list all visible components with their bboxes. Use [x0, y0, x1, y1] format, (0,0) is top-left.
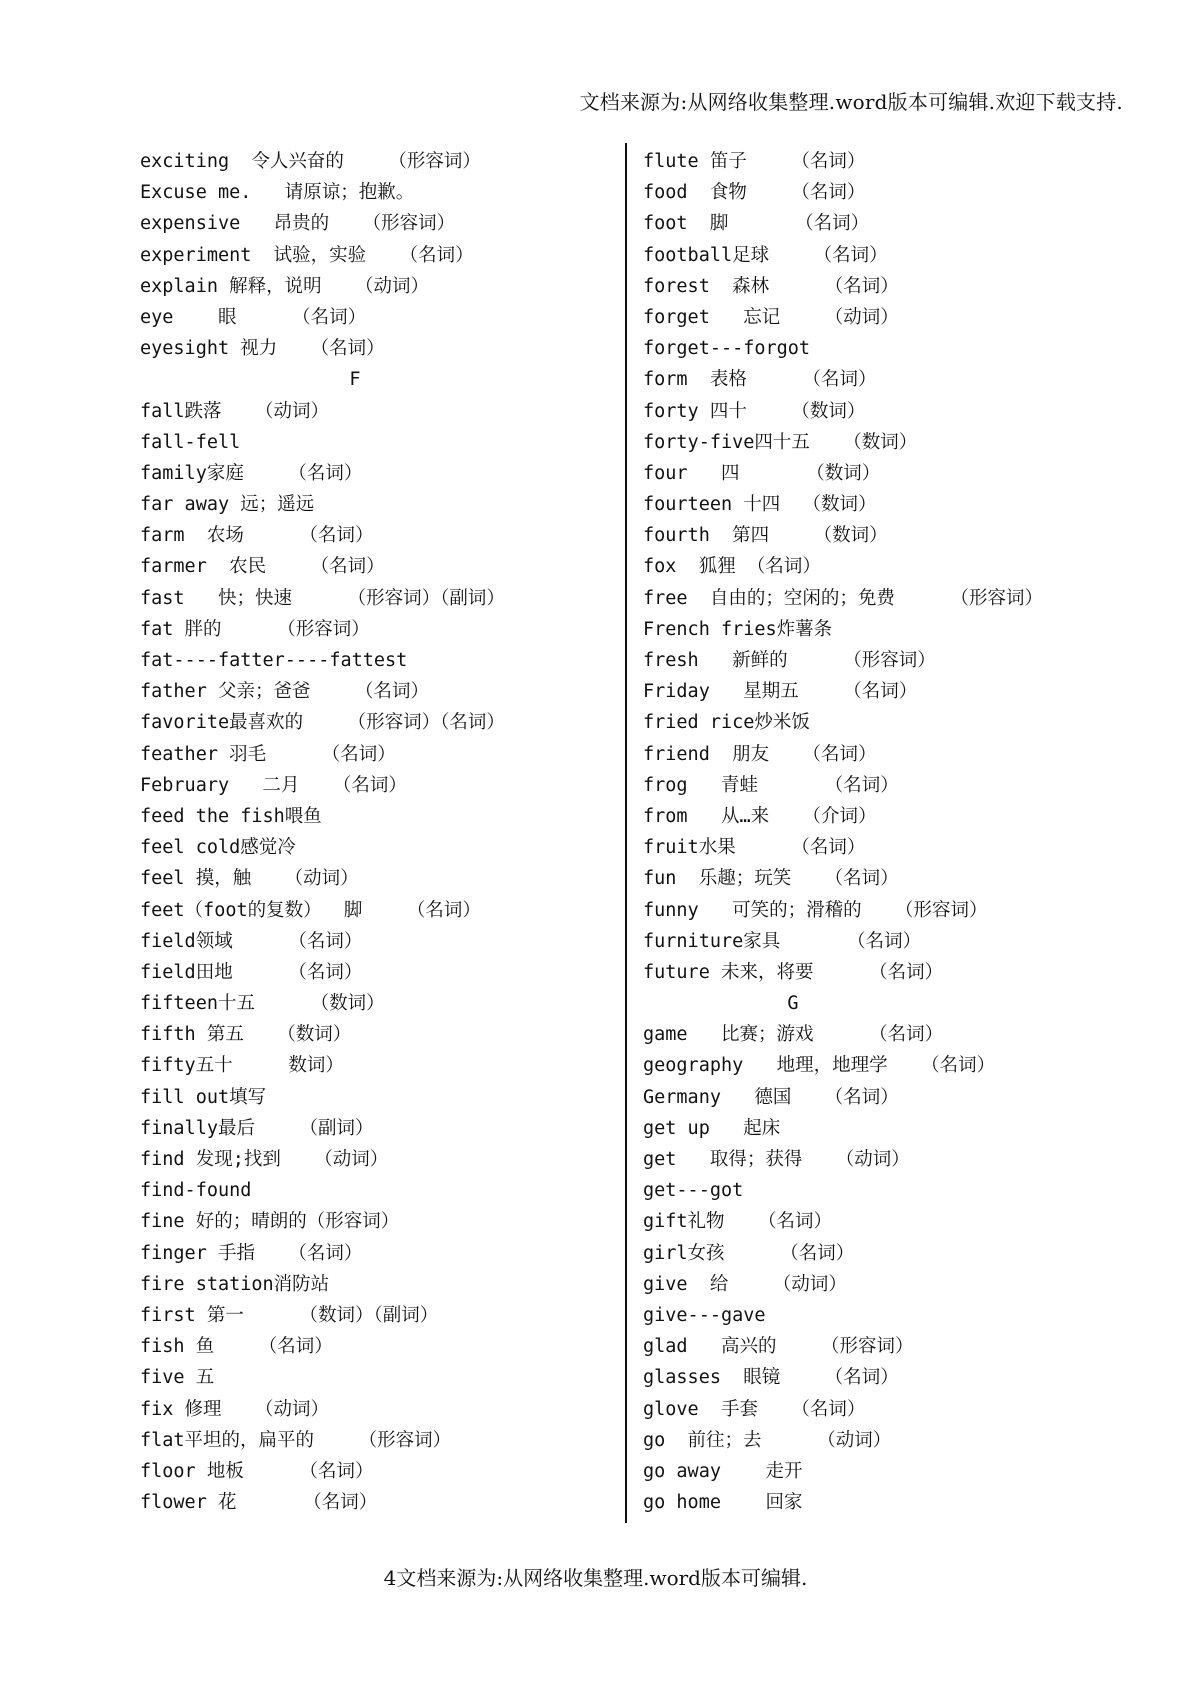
vocab-entry: February 二月 （名词） [140, 774, 407, 796]
vocab-entry: get up 起床 [643, 1117, 781, 1139]
vocab-entry: favorite最喜欢的 （形容词）（名词） [140, 712, 505, 734]
vocab-entry: first 第一 （数词）（副词） [140, 1304, 439, 1326]
vocab-entry: glad 高兴的 （形容词） [643, 1336, 914, 1358]
vocab-entry: go away 走开 [643, 1460, 803, 1482]
vocab-entry: forty 四十 （数词） [643, 400, 866, 422]
vocab-entry: forest 森林 （名词） [643, 275, 899, 297]
vocab-entry: floor 地板 （名词） [140, 1460, 374, 1482]
vocab-entry: fall跌落 （动词） [140, 400, 329, 422]
vocab-entry: five 五 [140, 1367, 215, 1389]
vocab-entry: eye 眼 （名词） [140, 306, 367, 328]
vocab-entry: go home 回家 [643, 1492, 803, 1514]
right-vocab-column [643, 146, 1143, 1518]
vocab-entry: fourth 第四 （数词） [643, 525, 888, 547]
vocab-entry: get---got [643, 1180, 744, 1202]
page-footer: 4文档来源为:从网络收集整理.word版本可编辑. [383, 1566, 808, 1590]
vocab-entry: feed the fish喂鱼 [140, 805, 322, 827]
vocab-entry: fat 胖的 （形容词） [140, 618, 370, 640]
vocab-entry: go 前往；去 （动词） [643, 1429, 892, 1451]
vocab-entry: geography 地理，地理学 （名词） [643, 1055, 996, 1077]
vocab-entry: game 比赛；游戏 （名词） [643, 1024, 944, 1046]
vocab-entry: frog 青蛙 （名词） [643, 774, 899, 796]
vocab-entry: finally最后 （副词） [140, 1117, 374, 1139]
vocab-entry: fine 好的；晴朗的（形容词） [140, 1211, 400, 1233]
vocab-entry: from 从…来 （介词） [643, 805, 877, 827]
vocab-entry: flower 花 （名词） [140, 1492, 378, 1514]
vocab-entry: field领域 （名词） [140, 930, 363, 952]
vocab-entry: expensive 昂贵的 （形容词） [140, 213, 456, 235]
vocab-entry: fall-fell [140, 431, 241, 453]
vocab-entry: father 父亲；爸爸 （名词） [140, 681, 430, 703]
letter-heading: F [349, 369, 361, 391]
vocab-entry: explain 解释，说明 （动词） [140, 275, 430, 297]
vocab-entry: flute 笛子 （名词） [643, 151, 866, 172]
vocab-entry: forget---forgot [643, 338, 811, 360]
vocab-entry: glasses 眼镜 （名词） [643, 1367, 899, 1389]
vocab-entry: fifth 第五 （数词） [140, 1024, 352, 1046]
vocab-entry: Germany 德国 （名词） [643, 1086, 899, 1108]
vocab-entry: exciting 令人兴奋的 （形容词） [140, 151, 481, 172]
vocab-entry: forget 忘记 （动词） [643, 306, 899, 328]
vocab-entry: finger 手指 （名词） [140, 1242, 363, 1264]
vocab-entry: football足球 （名词） [643, 244, 888, 266]
vocab-entry: gift礼物 （名词） [643, 1211, 832, 1233]
column-divider [625, 143, 627, 1523]
letter-heading: G [787, 993, 799, 1015]
vocab-entry: glove 手套 （名词） [643, 1398, 866, 1420]
vocab-entry: get 取得；获得 （动词） [643, 1149, 910, 1170]
vocab-entry: food 食物 （名词） [643, 182, 866, 204]
vocab-entry: fifteen十五 （数词） [140, 993, 385, 1015]
vocab-entry: family家庭 （名词） [140, 462, 363, 484]
vocab-entry: forty-five四十五 （数词） [643, 431, 918, 453]
vocab-entry: girl女孩 （名词） [643, 1242, 855, 1264]
vocab-entry: eyesight 视力 （名词） [140, 338, 385, 360]
vocab-entry: flat平坦的，扁平的 （形容词） [140, 1429, 452, 1451]
vocab-entry: fish 鱼 （名词） [140, 1336, 333, 1358]
vocab-entry: field田地 （名词） [140, 961, 363, 983]
vocab-entry: Excuse me. 请原谅；抱歉。 [140, 182, 415, 204]
vocab-entry: find-found [140, 1180, 252, 1202]
vocab-entry: fat----fatter----fattest [140, 650, 408, 671]
vocab-entry: experiment 试验，实验 （名词） [140, 244, 474, 266]
left-vocab-column [140, 146, 610, 1518]
vocab-entry: farm 农场 （名词） [140, 525, 374, 547]
page-header: 文档来源为:从网络收集整理.word版本可编辑.欢迎下载支持. [579, 90, 1123, 114]
vocab-entry: furniture家具 （名词） [643, 930, 922, 952]
vocab-entry: foot 脚 （名词） [643, 213, 870, 235]
vocab-entry: fast 快；快速 （形容词）（副词） [140, 587, 505, 609]
vocab-entry: give---gave [643, 1304, 766, 1326]
vocab-entry: fifty五十 数词） [140, 1055, 344, 1077]
vocab-entry: feather 羽毛 （名词） [140, 743, 396, 765]
vocab-entry: future 未来，将要 （名词） [643, 961, 944, 983]
vocab-entry: feel 摸，触 （动词） [140, 868, 359, 890]
vocab-entry: fresh 新鲜的 （形容词） [643, 650, 936, 671]
vocab-entry: fire station消防站 [140, 1273, 330, 1295]
vocab-entry: far away 远；遥远 [140, 494, 315, 516]
vocab-entry: fox 狐狸 （名词） [643, 556, 821, 578]
vocab-entry: funny 可笑的；滑稽的 （形容词） [643, 899, 988, 921]
vocab-entry: fourteen 十四 （数词） [643, 494, 877, 516]
vocab-entry: find 发现;找到 （动词） [140, 1149, 389, 1170]
vocab-entry: farmer 农民 （名词） [140, 556, 385, 578]
vocab-entry: form 表格 （名词） [643, 369, 877, 391]
vocab-entry: free 自由的；空闲的；免费 （形容词） [643, 587, 1044, 609]
vocab-entry: friend 朋友 （名词） [643, 743, 877, 765]
vocab-entry: French fries炸薯条 [643, 618, 833, 640]
vocab-entry: feel cold感觉冷 [140, 837, 296, 859]
vocab-entry: fix 修理 （动词） [140, 1398, 329, 1420]
vocab-entry: fruit水果 （名词） [643, 837, 866, 859]
vocab-entry: four 四 （数词） [643, 462, 881, 484]
vocab-entry: fried rice炒米饭 [643, 712, 810, 734]
vocab-entry: give 给 （动词） [643, 1273, 847, 1295]
vocab-entry: fill out填写 [140, 1086, 267, 1108]
vocab-entry: fun 乐趣；玩笑 （名词） [643, 868, 899, 890]
vocab-entry: Friday 星期五 （名词） [643, 681, 918, 703]
vocab-entry: feet（foot的复数） 脚 （名词） [140, 899, 481, 921]
